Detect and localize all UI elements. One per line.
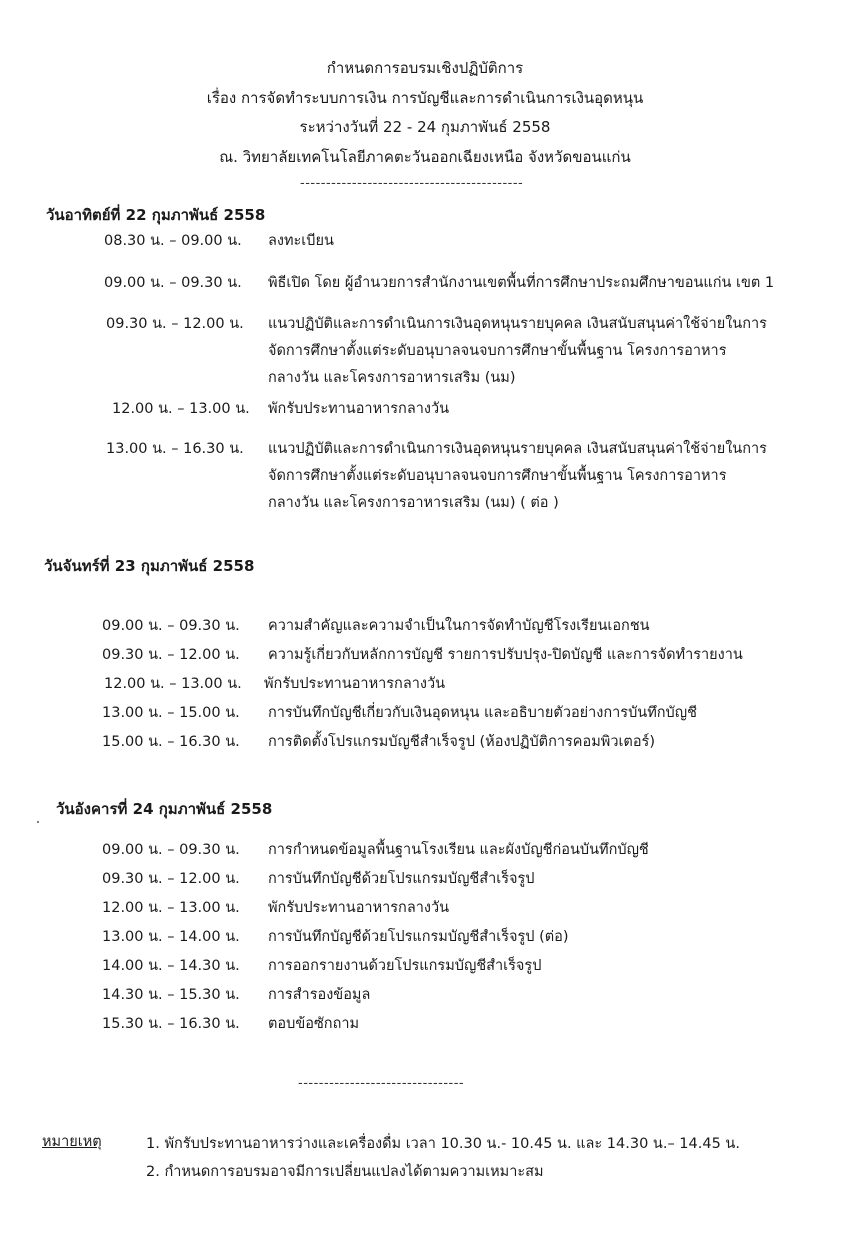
item-time: 13.00 น. – 16.30 น. — [106, 441, 244, 457]
item-time: 13.00 น. – 14.00 น. — [102, 929, 240, 945]
item-desc-line: การบันทึกบัญชีเกี่ยวกับเงินอุดหนุน และอธิบายตัวอย่างการบันทึกบัญชี — [268, 705, 697, 721]
item-desc-line: การติดตั้งโปรแกรมบัญชีสำเร็จรูป (ห้องปฏิบัติการคอมพิวเตอร์) — [268, 734, 655, 750]
item-time: 12.00 น. – 13.00 น. — [104, 676, 242, 692]
item-time: 09.30 น. – 12.00 น. — [102, 871, 240, 887]
item-desc — [268, 396, 449, 423]
item-desc-line: การบันทึกบัญชีด้วยโปรแกรมบัญชีสำเร็จรูป (ต่อ) — [268, 929, 569, 945]
item-desc — [268, 613, 650, 640]
item-time: 09.30 น. – 12.00 น. — [102, 647, 240, 663]
item-desc-line: การออกรายงานด้วยโปรแกรมบัญชีสำเร็จรูป — [268, 958, 542, 974]
item-desc-line: ลงทะเบียน — [268, 233, 334, 249]
item-desc — [268, 729, 655, 756]
item-desc — [268, 228, 334, 255]
item-desc — [268, 700, 697, 727]
item-time: 14.00 น. – 14.30 น. — [102, 958, 240, 974]
item-desc-line: กลางวัน และโครงการอาหารเสริม (นม) — [268, 370, 516, 386]
item-desc — [268, 837, 649, 864]
item-time: 08.30 น. – 09.00 น. — [104, 233, 242, 249]
item-desc-line: แนวปฏิบัติและการดำเนินการเงินอุดหนุนรายบุคคล เงินสนับสนุนค่าใช้จ่ายในการ — [268, 441, 767, 457]
item-desc — [268, 642, 743, 669]
item-desc — [268, 270, 774, 297]
item-desc-line: การสำรองข้อมูล — [268, 987, 371, 1003]
header-divider: ------------------------------------------- — [300, 176, 524, 191]
item-time: 09.00 น. – 09.30 น. — [102, 842, 240, 858]
item-time: 09.00 น. – 09.30 น. — [104, 275, 242, 291]
item-desc — [268, 982, 370, 1009]
item-desc-line: การกำหนดข้อมูลพื้นฐานโรงเรียน และผังบัญชีก่อนบันทึกบัญชี — [268, 842, 649, 858]
item-desc-line: ความสำคัญและความจำเป็นในการจัดทำบัญชีโรงเรียนเอกชน — [268, 618, 650, 634]
item-desc-line: ความรู้เกี่ยวกับหลักการบัญชี รายการปรับปรุง-ปิดบัญชี และการจัดทำรายงาน — [268, 647, 743, 663]
item-time: 14.30 น. – 15.30 น. — [102, 987, 240, 1003]
doc-subject: เรื่อง การจัดทำระบบการเงิน การบัญชีและการดำเนินการเงินอุดหนุน — [206, 89, 644, 107]
scan-speck — [37, 821, 39, 823]
item-desc-line: การบันทึกบัญชีด้วยโปรแกรมบัญชีสำเร็จรูป — [268, 871, 535, 887]
item-desc — [264, 671, 445, 698]
item-desc — [268, 895, 449, 922]
item-desc — [268, 924, 569, 951]
doc-venue: ณ. วิทยาลัยเทคโนโลยีภาคตะวันออกเฉียงเหนือ จังหวัดขอนแก่น — [219, 148, 631, 166]
item-desc — [268, 1011, 359, 1038]
note-item: 1. พักรับประทานอาหารว่างและเครื่องดื่ม เวลา 10.30 น.- 10.45 น. และ 14.30 น.– 14.45 น. — [146, 1136, 740, 1152]
item-desc-line: กลางวัน และโครงการอาหารเสริม (นม) ( ต่อ ) — [268, 495, 559, 511]
day2-title: วันจันทร์ที่ 23 กุมภาพันธ์ 2558 — [44, 557, 255, 575]
doc-title: กำหนดการอบรมเชิงปฏิบัติการ — [326, 59, 524, 77]
item-desc-line: พักรับประทานอาหารกลางวัน — [268, 900, 450, 916]
item-desc-line: จัดการศึกษาตั้งแต่ระดับอนุบาลจนจบการศึกษาขั้นพื้นฐาน โครงการอาหาร — [268, 468, 727, 484]
item-desc-line: พิธีเปิด โดย ผู้อำนวยการสำนักงานเขตพื้นที่การศึกษาประถมศึกษาขอนแก่น เขต 1 — [268, 275, 775, 291]
item-time: 12.00 น. – 13.00 น. — [112, 401, 250, 417]
item-desc — [268, 311, 767, 392]
day1-title: วันอาทิตย์ที่ 22 กุมภาพันธ์ 2558 — [46, 206, 266, 224]
item-desc — [268, 436, 767, 517]
item-desc — [268, 953, 541, 980]
item-time: 13.00 น. – 15.00 น. — [102, 705, 240, 721]
doc-dates: ระหว่างวันที่ 22 - 24 กุมภาพันธ์ 2558 — [299, 118, 551, 136]
item-desc — [268, 866, 535, 893]
note-item: 2. กำหนดการอบรมอาจมีการเปลี่ยนแปลงได้ตามความเหมาะสม — [146, 1164, 544, 1180]
item-desc-line: จัดการศึกษาตั้งแต่ระดับอนุบาลจนจบการศึกษาขั้นพื้นฐาน โครงการอาหาร — [268, 343, 727, 359]
item-time: 12.00 น. – 13.00 น. — [102, 900, 240, 916]
item-time: 15.00 น. – 16.30 น. — [102, 734, 240, 750]
item-desc-line: พักรับประทานอาหารกลางวัน — [268, 401, 450, 417]
item-time: 15.30 น. – 16.30 น. — [102, 1016, 240, 1032]
item-desc-line: แนวปฏิบัติและการดำเนินการเงินอุดหนุนรายบุคคล เงินสนับสนุนค่าใช้จ่ายในการ — [268, 316, 767, 332]
footer-divider: -------------------------------- — [298, 1076, 465, 1091]
item-time: 09.00 น. – 09.30 น. — [102, 618, 240, 634]
item-desc-line: พักรับประทานอาหารกลางวัน — [264, 676, 446, 692]
day3-title: วันอังคารที่ 24 กุมภาพันธ์ 2558 — [56, 800, 273, 818]
notes-label: หมายเหตุ — [42, 1134, 102, 1150]
item-desc-line: ตอบข้อซักถาม — [268, 1016, 360, 1032]
item-time: 09.30 น. – 12.00 น. — [106, 316, 244, 332]
